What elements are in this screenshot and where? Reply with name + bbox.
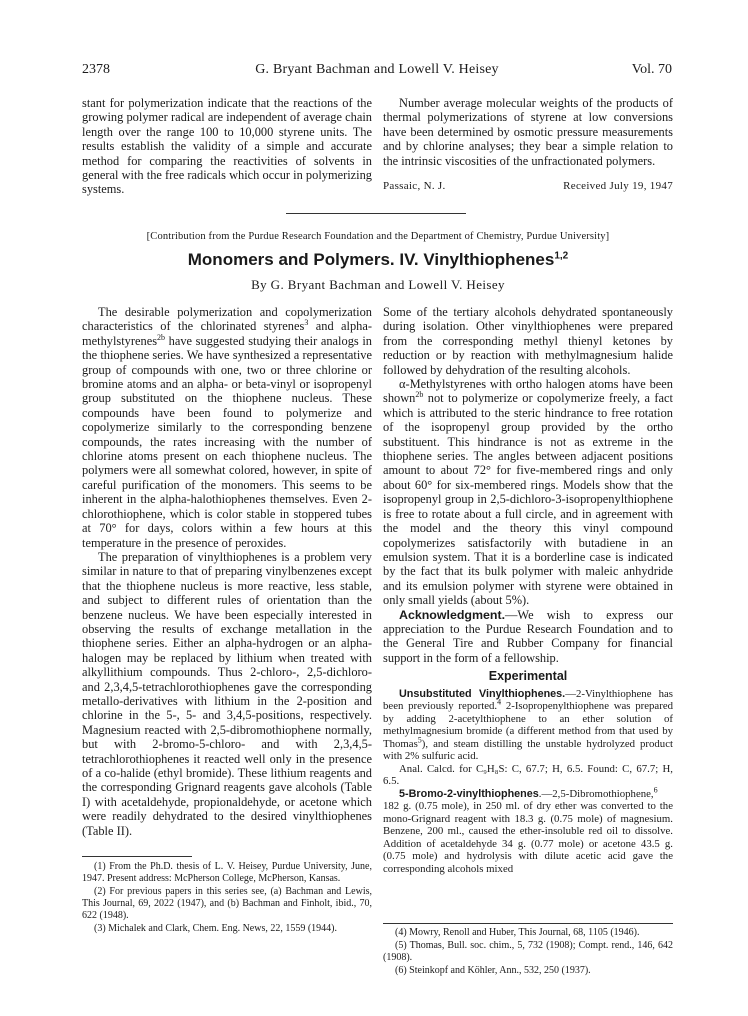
intro-text-a: The desirable polymerization and copolymerization characteristics of the chlorinated styrenes <box>82 305 372 334</box>
methylstyrene-text-a: α-Methylstyrenes with ortho halogen atoms have been shown <box>383 377 673 406</box>
body-column-left <box>82 305 372 838</box>
unsubstituted-text-a: —2-Vinylthiophene has been previously reported. <box>383 687 674 713</box>
bromo-text-b: 182 g. (0.75 mole), in 250 ml. of dry ether was converted to the mono-Grignard reagent with 18.3 g. (0.75 mole) of magnesium. Benzene, 200 ml., caused the ether-insoluble red oil to dissolve. Addition of acetaldehyde 34 g. (0.77 mole) or acetone 43.5 g. (0.75 mole) and hydrolysis with dilute acetic acid gave the corresponding alcohols mixed <box>383 800 673 875</box>
unsubstituted-paragraph <box>383 688 673 763</box>
contribution-line: [Contribution from the Purdue Research Foundation and the Department of Chemistry, Purdue University] <box>146 231 610 242</box>
preparation-paragraph: The preparation of vinylthiophenes is a problem very similar in nature to that of preparing vinylbenzenes except that the thiophene nucleus is more reactive, less stable, and subject to different rules of orientation than the benzene nucleus. We have been especially interested in observing the results of exchange metallation in the thiophene series. Either an alpha-hydrogen or an alpha-halogen may be replaced by lithium when treated with alkyllithium compounds. Thus 2-chloro-, 2,5-dichloro- and 2,3,4,5-tetrachlorothiophenes gave the corresponding metallo-derivatives with lithium in the 2-position and chlorine in the 5-, 5- and 3,4,5-positions, respectively. Magnesium reacted with 2,5-dibromothiophene normally, but with 2-bromo-5-chloro- and with 2,3,4,5-tetrachlorothiophenes it reacted well only in the presence of a co-halide (ethyl bromide). These lithium reagents and the corresponding Grignard reagents gave alcohols (Table I) with acetaldehyde, propionaldehyde, or acetone which were readily dehydrated to the desired vinylthiophenes (Table II). <box>82 549 372 838</box>
footnote-rule <box>383 923 673 924</box>
footnote-ref: 5 <box>417 734 422 744</box>
alcohols-paragraph: Some of the tertiary alcohols dehydrated spontaneously during isolation. Other vinylthiophenes were prepared from the corresponding methyl thienyl ketones by reduction or by reaction with methylmagnesium halide followed by dehydration of the resulting alcohols. <box>383 305 673 377</box>
previous-article-left-text: stant for polymerization indicate that the reactions of the growing polymer radical are independent of average chain length over the range 100 to 10,000 styrene units. The results establish the validity of a simple and accurate method for comparing the reactivities of solvents in general with the free radicals which occur in polymerizing systems. <box>82 96 372 197</box>
running-header <box>82 62 672 82</box>
previous-article-summary-left <box>82 96 372 197</box>
acknowledgment-label: Acknowledgment. <box>399 607 506 622</box>
footnote-ref: 3 <box>304 318 309 328</box>
previous-article-summary-right <box>383 96 673 168</box>
previous-article-right-text: Number average molecular weights of the products of thermal polymerizations of styrene at low conversions have been determined by osmotic pressure measurements and by chlorine analyses; they bear a simple relation to the intrinsic viscosities of the unfractionated polymers. <box>383 96 673 168</box>
footnote-5: (5) Thomas, Bull. soc. chim., 5, 732 (1908); Compt. rend., 146, 642 (1908). <box>383 940 673 963</box>
volume-label: Vol. 70 <box>631 62 672 77</box>
footnote-ref: 2b <box>157 332 166 342</box>
footnotes-right <box>383 923 673 978</box>
acknowledgment-paragraph <box>383 608 673 666</box>
place-line: Passaic, N. J. <box>383 180 446 192</box>
running-title: G. Bryant Bachman and Lowell V. Heisey <box>255 62 499 77</box>
article-title <box>82 250 674 270</box>
acknowledgment-text: —We wish to express our appreciation to the Purdue Research Foundation and to the General Tire and Rubber Company for financial support in the form of a fellowship. <box>383 607 673 665</box>
analysis-line: Anal. Calcd. for C₉H₈S: C, 67.7; H, 6.5. Found: C, 67.7; H, 6.5. <box>383 762 673 788</box>
footnote-6: (6) Steinkopf and Köhler, Ann., 532, 250 (1937). <box>395 965 591 976</box>
methylstyrene-paragraph <box>383 377 673 608</box>
unsubstituted-label: Unsubstituted Vinylthiophenes. <box>399 687 566 700</box>
title-footnote-ref: 1,2 <box>554 250 569 262</box>
footnote-4: (4) Mowry, Renoll and Huber, This Journal, 68, 1105 (1946). <box>395 927 640 938</box>
footnote-1: (1) From the Ph.D. thesis of L. V. Heisey, Purdue University, June, 1947. Present address: McPherson College, McPherson, Kansas. <box>82 861 372 884</box>
footnotes-left <box>82 856 372 936</box>
footnote-rule <box>82 856 192 857</box>
unsubstituted-text-b: 2-Isopropenylthiophene was prepared by adding 2-acetylthiophene to an ether solution of methylmagnesium bromide (a different method from that used by Thomas <box>383 700 674 750</box>
bromo-paragraph <box>383 784 673 876</box>
article-byline: By G. Bryant Bachman and Lowell V. Heisey <box>251 277 505 292</box>
body-column-right <box>383 305 673 875</box>
footnote-2: (2) For previous papers in this series see, (a) Bachman and Lewis, This Journal, 69, 2022 (1947), and (b) Bachman and Finholt, ibid., 70, 622 (1948). <box>82 886 372 921</box>
intro-text-c: have suggested studying their analogs in the thiophene series. We have synthesized a representative group of compounds with one, two or three chlorine or bromine atoms and an alpha- or beta-vinyl or isopropenyl group substituted on the thiophene nucleus. These compounds have been found to polymerize and copolymerize similarly to the corresponding benzene compounds, the rates increasing with the number of chlorine atoms present on each thiophene nucleus. The polymers were all somewhat colored, however, in spite of careful purification of the monomers. This seems to be inherent in the alpha-halothiophenes themselves. Even 2-chlorothiophene, which is color stable in stoppered tubes at 70° for days, colors within a few hours at this temperature in the presence of peroxides. <box>82 333 372 550</box>
methylstyrene-text-b: not to polymerize or copolymerize freely, a fact which is attributed to the steric hindrance to free rotation of the isopropenyl group provided by the ortho substituent. This hindrance is not as extreme in the thiophene series. The angles between adjacent positions amount to about 72° for five-membered rings and only about 60° for six-membered rings. Models show that the isopropenyl group in 2,5-dichloro-3-isopropenylthiophene is free to rotate about a full circle, and in agreement with the model and the theory this vinyl compound copolymerizes satisfactorily with butadiene in an emulsion system. That it is a borderline case is indicated by the fact that its bulk polymer with maleic anhydride and its emulsion polymer with styrene were obtained in only small yields (about 5%). <box>383 391 673 608</box>
footnote-ref: 4 <box>497 697 502 707</box>
article-title-text: Monomers and Polymers. IV. Vinylthiophenes <box>187 250 555 269</box>
footnote-3: (3) Michalek and Clark, Chem. Eng. News, 22, 1559 (1944). <box>94 923 338 934</box>
unsubstituted-text-c: ), and steam distilling the unstable hydrolyzed product with 2% sulfuric acid. <box>383 737 673 763</box>
page-number: 2378 <box>82 62 110 77</box>
received-date: Received July 19, 1947 <box>563 180 673 192</box>
footnote-ref: 2b <box>415 390 424 400</box>
intro-text-b: and alpha-methylstyrenes <box>82 319 373 348</box>
footnote-ref: 6 <box>653 784 658 794</box>
experimental-heading: Experimental <box>488 669 568 684</box>
bromo-label: 5-Bromo-2-vinylthiophenes <box>399 787 539 800</box>
intro-paragraph <box>82 305 372 550</box>
article-separator-rule <box>286 213 466 214</box>
bromo-text-a: .—2,5-Dibromothiophene, <box>538 787 654 800</box>
